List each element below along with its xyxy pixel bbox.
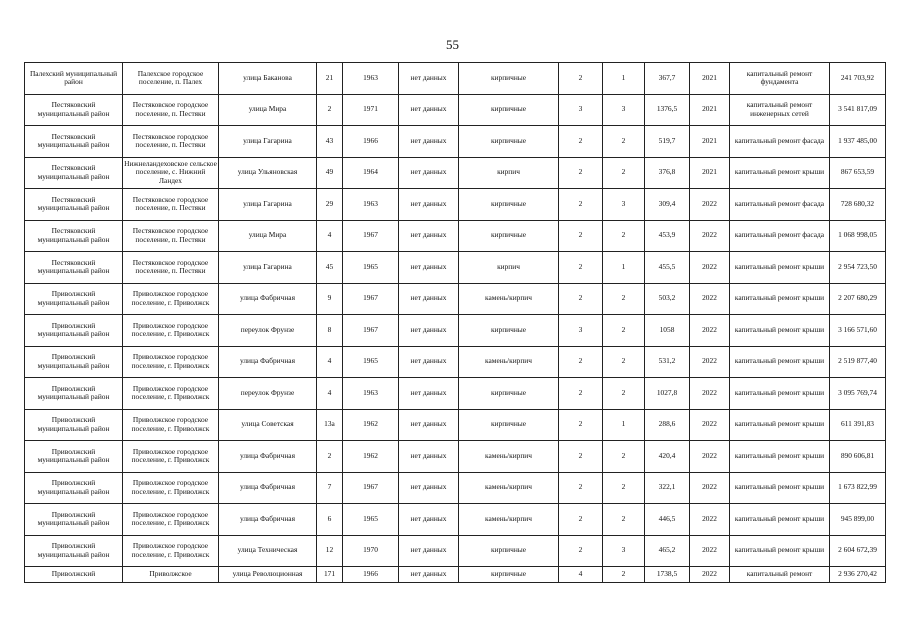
cell-wall-material: кирпичные — [459, 567, 559, 583]
cell-street: улица Баканова — [219, 63, 317, 95]
cell-floors: 2 — [559, 63, 603, 95]
cell-repair-year: 2022 — [690, 567, 730, 583]
cell-repair-type: капитальный ремонт фасада — [730, 126, 830, 158]
cell-repair-cost: 2 936 270,42 — [830, 567, 886, 583]
cell-repair-type: капитальный ремонт крыши — [730, 441, 830, 473]
cell-repair-year: 2022 — [690, 378, 730, 410]
cell-repair-type: капитальный ремонт фасада — [730, 189, 830, 221]
cell-area: 309,4 — [645, 189, 690, 221]
cell-data-status: нет данных — [399, 346, 459, 378]
cell-repair-cost: 2 519 877,40 — [830, 346, 886, 378]
cell-house-number: 12 — [317, 535, 343, 567]
cell-street: улица Фабричная — [219, 346, 317, 378]
cell-floors: 2 — [559, 409, 603, 441]
cell-year-built: 1962 — [343, 409, 399, 441]
cell-floors: 2 — [559, 283, 603, 315]
cell-floors: 3 — [559, 315, 603, 347]
cell-street: улица Техническая — [219, 535, 317, 567]
cell-data-status: нет данных — [399, 63, 459, 95]
cell-area: 453,9 — [645, 220, 690, 252]
cell-repair-year: 2022 — [690, 472, 730, 504]
cell-data-status: нет данных — [399, 189, 459, 221]
cell-entrances: 2 — [603, 567, 645, 583]
cell-repair-type: капитальный ремонт крыши — [730, 283, 830, 315]
cell-area: 519,7 — [645, 126, 690, 158]
cell-year-built: 1966 — [343, 567, 399, 583]
cell-street: улица Фабричная — [219, 504, 317, 536]
cell-area: 1058 — [645, 315, 690, 347]
cell-district: Пестяковский муниципальный район — [25, 252, 123, 284]
cell-street: переулок Фрунзе — [219, 315, 317, 347]
cell-year-built: 1964 — [343, 157, 399, 189]
cell-wall-material: кирпичные — [459, 94, 559, 126]
cell-repair-year: 2022 — [690, 283, 730, 315]
cell-data-status: нет данных — [399, 441, 459, 473]
cell-data-status: нет данных — [399, 220, 459, 252]
table-row — [25, 378, 886, 410]
cell-area: 420,4 — [645, 441, 690, 473]
cell-repair-year: 2021 — [690, 126, 730, 158]
cell-data-status: нет данных — [399, 252, 459, 284]
cell-area: 503,2 — [645, 283, 690, 315]
cell-district: Приволжский муниципальный район — [25, 441, 123, 473]
cell-repair-year: 2022 — [690, 220, 730, 252]
cell-repair-year: 2022 — [690, 504, 730, 536]
housing-repair-table — [24, 62, 886, 583]
cell-repair-cost: 2 604 672,39 — [830, 535, 886, 567]
cell-wall-material: кирпичные — [459, 63, 559, 95]
cell-street: улица Революционная — [219, 567, 317, 583]
cell-floors: 2 — [559, 157, 603, 189]
cell-settlement: Приволжское городское поселение, г. Приволжск — [123, 378, 219, 410]
cell-settlement: Пестяковское городское поселение, п. Пестяки — [123, 252, 219, 284]
cell-wall-material: камень/кирпич — [459, 346, 559, 378]
cell-repair-cost: 890 606,81 — [830, 441, 886, 473]
cell-floors: 2 — [559, 504, 603, 536]
cell-floors: 2 — [559, 252, 603, 284]
cell-repair-type: капитальный ремонт крыши — [730, 378, 830, 410]
cell-wall-material: кирпич — [459, 252, 559, 284]
cell-repair-year: 2022 — [690, 252, 730, 284]
cell-data-status: нет данных — [399, 409, 459, 441]
cell-house-number: 45 — [317, 252, 343, 284]
cell-floors: 2 — [559, 378, 603, 410]
cell-year-built: 1963 — [343, 63, 399, 95]
cell-house-number: 4 — [317, 378, 343, 410]
cell-year-built: 1967 — [343, 220, 399, 252]
cell-repair-year: 2022 — [690, 346, 730, 378]
cell-wall-material: камень/кирпич — [459, 504, 559, 536]
cell-street: улица Гагарина — [219, 126, 317, 158]
table-row — [25, 567, 886, 583]
cell-wall-material: кирпич — [459, 157, 559, 189]
table-body — [25, 63, 886, 583]
cell-wall-material: камень/кирпич — [459, 283, 559, 315]
cell-district: Приволжский муниципальный район — [25, 504, 123, 536]
cell-street: улица Фабричная — [219, 283, 317, 315]
cell-entrances: 3 — [603, 94, 645, 126]
cell-settlement: Приволжское городское поселение, г. Приволжск — [123, 535, 219, 567]
cell-area: 446,5 — [645, 504, 690, 536]
cell-district: Приволжский муниципальный район — [25, 378, 123, 410]
cell-repair-cost: 867 653,59 — [830, 157, 886, 189]
cell-wall-material: кирпичные — [459, 535, 559, 567]
cell-settlement: Нижнеландеховское сельское поселение, с. Нижний Ландех — [123, 157, 219, 189]
cell-settlement: Палехское городское поселение, п. Палех — [123, 63, 219, 95]
cell-data-status: нет данных — [399, 126, 459, 158]
cell-area: 1027,8 — [645, 378, 690, 410]
cell-settlement: Пестяковское городское поселение, п. Пестяки — [123, 220, 219, 252]
cell-house-number: 4 — [317, 220, 343, 252]
cell-floors: 2 — [559, 189, 603, 221]
cell-repair-type: капитальный ремонт — [730, 567, 830, 583]
cell-repair-cost: 3 095 769,74 — [830, 378, 886, 410]
cell-year-built: 1966 — [343, 126, 399, 158]
cell-area: 376,8 — [645, 157, 690, 189]
cell-repair-type: капитальный ремонт фундамента — [730, 63, 830, 95]
cell-repair-year: 2022 — [690, 441, 730, 473]
cell-settlement: Приволжское городское поселение, г. Приволжск — [123, 441, 219, 473]
cell-district: Пестяковский муниципальный район — [25, 157, 123, 189]
cell-district: Пестяковский муниципальный район — [25, 189, 123, 221]
cell-repair-cost: 611 391,83 — [830, 409, 886, 441]
cell-wall-material: кирпичные — [459, 220, 559, 252]
cell-entrances: 2 — [603, 220, 645, 252]
table-row — [25, 315, 886, 347]
cell-area: 322,1 — [645, 472, 690, 504]
cell-repair-cost: 3 541 817,09 — [830, 94, 886, 126]
cell-data-status: нет данных — [399, 283, 459, 315]
cell-repair-cost: 1 068 998,05 — [830, 220, 886, 252]
table-row — [25, 220, 886, 252]
cell-year-built: 1965 — [343, 252, 399, 284]
cell-wall-material: кирпичные — [459, 189, 559, 221]
cell-entrances: 2 — [603, 315, 645, 347]
cell-repair-cost: 2 954 723,50 — [830, 252, 886, 284]
cell-data-status: нет данных — [399, 472, 459, 504]
table-row — [25, 346, 886, 378]
cell-repair-year: 2021 — [690, 63, 730, 95]
cell-settlement: Приволжское городское поселение, г. Приволжск — [123, 504, 219, 536]
cell-house-number: 6 — [317, 504, 343, 536]
cell-settlement: Пестяковское городское поселение, п. Пестяки — [123, 94, 219, 126]
cell-house-number: 2 — [317, 441, 343, 473]
cell-street: улица Ульяновская — [219, 157, 317, 189]
table-row — [25, 409, 886, 441]
cell-entrances: 2 — [603, 378, 645, 410]
cell-settlement: Приволжское — [123, 567, 219, 583]
cell-year-built: 1965 — [343, 504, 399, 536]
cell-year-built: 1967 — [343, 315, 399, 347]
cell-floors: 2 — [559, 441, 603, 473]
cell-data-status: нет данных — [399, 315, 459, 347]
table-row — [25, 283, 886, 315]
cell-house-number: 21 — [317, 63, 343, 95]
cell-entrances: 2 — [603, 346, 645, 378]
cell-floors: 4 — [559, 567, 603, 583]
table-row — [25, 252, 886, 284]
cell-repair-type: капитальный ремонт фасада — [730, 220, 830, 252]
cell-area: 455,5 — [645, 252, 690, 284]
cell-year-built: 1967 — [343, 283, 399, 315]
cell-repair-year: 2022 — [690, 535, 730, 567]
cell-year-built: 1962 — [343, 441, 399, 473]
cell-settlement: Пестяковское городское поселение, п. Пестяки — [123, 189, 219, 221]
cell-repair-year: 2021 — [690, 94, 730, 126]
cell-street: переулок Фрунзе — [219, 378, 317, 410]
cell-district: Приволжский муниципальный район — [25, 472, 123, 504]
cell-district: Пестяковский муниципальный район — [25, 126, 123, 158]
cell-wall-material: камень/кирпич — [459, 441, 559, 473]
cell-entrances: 2 — [603, 441, 645, 473]
cell-area: 367,7 — [645, 63, 690, 95]
cell-entrances: 1 — [603, 63, 645, 95]
cell-repair-type: капитальный ремонт инженерных сетей — [730, 94, 830, 126]
cell-area: 465,2 — [645, 535, 690, 567]
cell-wall-material: кирпичные — [459, 315, 559, 347]
cell-district: Пестяковский муниципальный район — [25, 220, 123, 252]
cell-data-status: нет данных — [399, 504, 459, 536]
cell-house-number: 43 — [317, 126, 343, 158]
cell-repair-type: капитальный ремонт крыши — [730, 535, 830, 567]
cell-repair-cost: 1 673 822,99 — [830, 472, 886, 504]
cell-area: 288,6 — [645, 409, 690, 441]
table-row — [25, 472, 886, 504]
cell-year-built: 1970 — [343, 535, 399, 567]
cell-settlement: Приволжское городское поселение, г. Приволжск — [123, 283, 219, 315]
cell-repair-cost: 1 937 485,00 — [830, 126, 886, 158]
cell-house-number: 29 — [317, 189, 343, 221]
cell-repair-type: капитальный ремонт крыши — [730, 409, 830, 441]
cell-settlement: Приволжское городское поселение, г. Приволжск — [123, 315, 219, 347]
table-row — [25, 94, 886, 126]
cell-wall-material: кирпичные — [459, 378, 559, 410]
cell-data-status: нет данных — [399, 157, 459, 189]
table-row — [25, 157, 886, 189]
cell-data-status: нет данных — [399, 535, 459, 567]
page-number: 55 — [446, 37, 459, 52]
cell-repair-type: капитальный ремонт крыши — [730, 346, 830, 378]
cell-house-number: 49 — [317, 157, 343, 189]
cell-settlement: Приволжское городское поселение, г. Приволжск — [123, 409, 219, 441]
cell-street: улица Гагарина — [219, 252, 317, 284]
cell-district: Приволжский муниципальный район — [25, 315, 123, 347]
cell-area: 1738,5 — [645, 567, 690, 583]
cell-floors: 2 — [559, 535, 603, 567]
cell-entrances: 3 — [603, 535, 645, 567]
cell-year-built: 1965 — [343, 346, 399, 378]
cell-floors: 2 — [559, 126, 603, 158]
table-row — [25, 535, 886, 567]
cell-repair-type: капитальный ремонт крыши — [730, 252, 830, 284]
table-row — [25, 504, 886, 536]
table-row — [25, 189, 886, 221]
cell-repair-year: 2022 — [690, 189, 730, 221]
cell-area: 1376,5 — [645, 94, 690, 126]
cell-data-status: нет данных — [399, 567, 459, 583]
cell-floors: 2 — [559, 220, 603, 252]
cell-entrances: 3 — [603, 189, 645, 221]
cell-wall-material: кирпичные — [459, 409, 559, 441]
cell-year-built: 1971 — [343, 94, 399, 126]
cell-repair-cost: 728 680,32 — [830, 189, 886, 221]
cell-street: улица Гагарина — [219, 189, 317, 221]
cell-street: улица Мира — [219, 220, 317, 252]
cell-floors: 2 — [559, 346, 603, 378]
cell-repair-year: 2022 — [690, 409, 730, 441]
cell-year-built: 1963 — [343, 189, 399, 221]
cell-settlement: Приволжское городское поселение, г. Приволжск — [123, 346, 219, 378]
cell-house-number: 4 — [317, 346, 343, 378]
cell-repair-type: капитальный ремонт крыши — [730, 157, 830, 189]
table-row — [25, 441, 886, 473]
cell-entrances: 2 — [603, 472, 645, 504]
cell-district: Палехский муниципальный район — [25, 63, 123, 95]
cell-repair-type: капитальный ремонт крыши — [730, 315, 830, 347]
cell-district: Приволжский муниципальный район — [25, 283, 123, 315]
cell-house-number: 7 — [317, 472, 343, 504]
cell-repair-cost: 241 703,92 — [830, 63, 886, 95]
cell-street: улица Фабричная — [219, 441, 317, 473]
table-row — [25, 63, 886, 95]
cell-house-number: 8 — [317, 315, 343, 347]
cell-entrances: 2 — [603, 283, 645, 315]
cell-repair-cost: 945 899,00 — [830, 504, 886, 536]
cell-data-status: нет данных — [399, 378, 459, 410]
cell-year-built: 1963 — [343, 378, 399, 410]
cell-repair-year: 2022 — [690, 315, 730, 347]
cell-wall-material: камень/кирпич — [459, 472, 559, 504]
cell-settlement: Пестяковское городское поселение, п. Пестяки — [123, 126, 219, 158]
cell-repair-type: капитальный ремонт крыши — [730, 472, 830, 504]
cell-year-built: 1967 — [343, 472, 399, 504]
cell-entrances: 2 — [603, 126, 645, 158]
table-row — [25, 126, 886, 158]
cell-street: улица Фабричная — [219, 472, 317, 504]
cell-house-number: 171 — [317, 567, 343, 583]
cell-house-number: 9 — [317, 283, 343, 315]
cell-street: улица Мира — [219, 94, 317, 126]
cell-house-number: 2 — [317, 94, 343, 126]
cell-repair-cost: 3 166 571,60 — [830, 315, 886, 347]
cell-district: Приволжский муниципальный район — [25, 409, 123, 441]
cell-street: улица Советская — [219, 409, 317, 441]
cell-repair-year: 2021 — [690, 157, 730, 189]
cell-district: Пестяковский муниципальный район — [25, 94, 123, 126]
cell-wall-material: кирпичные — [459, 126, 559, 158]
cell-repair-type: капитальный ремонт крыши — [730, 504, 830, 536]
cell-settlement: Приволжское городское поселение, г. Приволжск — [123, 472, 219, 504]
cell-district: Приволжский муниципальный район — [25, 535, 123, 567]
cell-repair-cost: 2 207 680,29 — [830, 283, 886, 315]
cell-district: Приволжский муниципальный район — [25, 346, 123, 378]
cell-area: 531,2 — [645, 346, 690, 378]
cell-floors: 2 — [559, 472, 603, 504]
cell-district: Приволжский — [25, 567, 123, 583]
cell-entrances: 1 — [603, 252, 645, 284]
cell-data-status: нет данных — [399, 94, 459, 126]
cell-entrances: 1 — [603, 409, 645, 441]
cell-house-number: 13а — [317, 409, 343, 441]
cell-floors: 3 — [559, 94, 603, 126]
cell-entrances: 2 — [603, 504, 645, 536]
cell-entrances: 2 — [603, 157, 645, 189]
